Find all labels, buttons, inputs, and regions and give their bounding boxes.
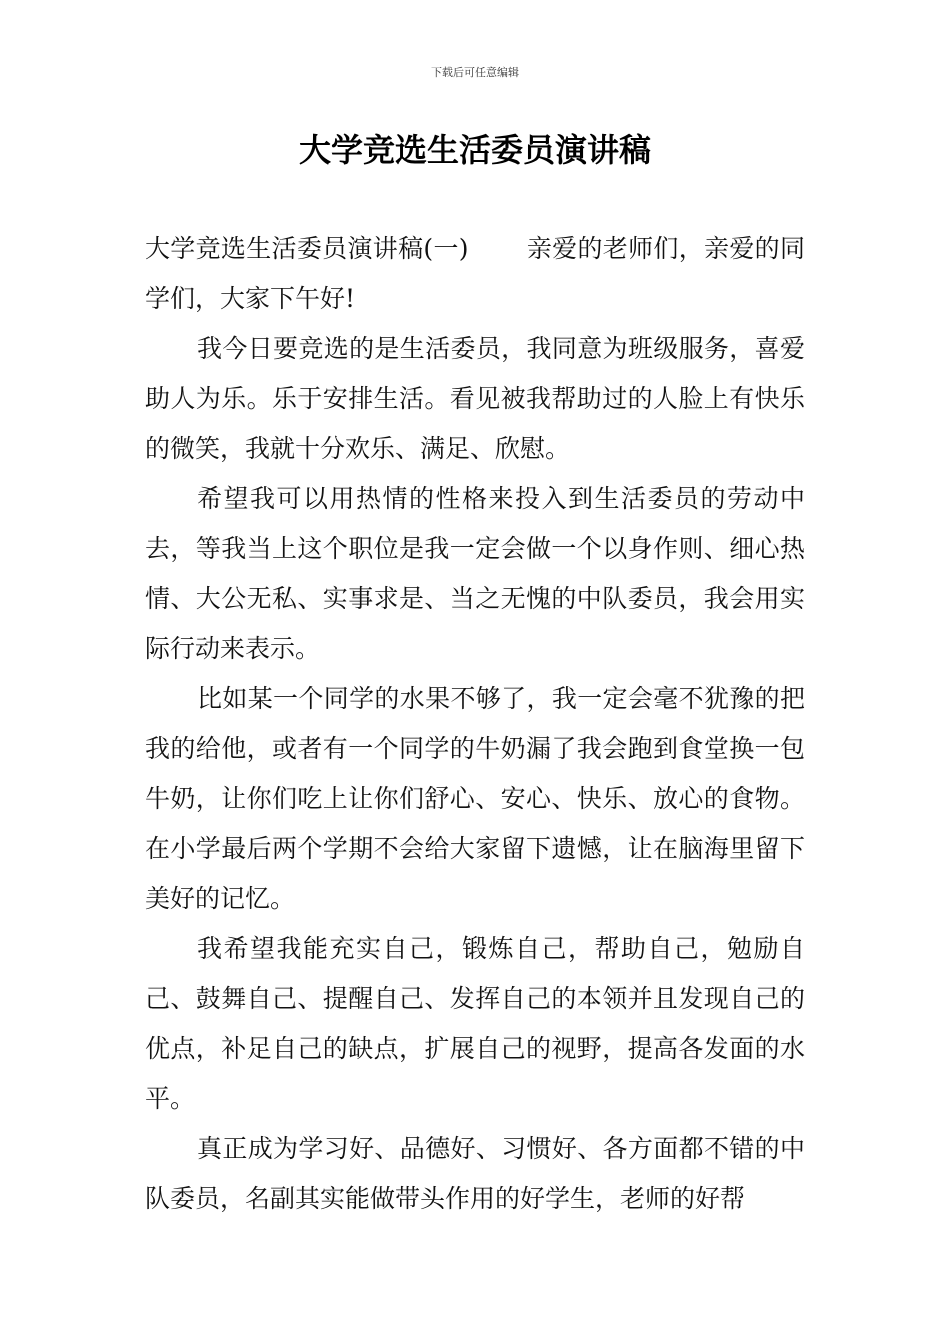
intro-greeting: 亲爱的老师们，亲爱的同学们，大家下午好! [145, 234, 805, 313]
paragraph: 我今日要竞选的是生活委员，我同意为班级服务，喜爱助人为乐。乐于安排生活。看见被我帮助过的人脸上有快乐的微笑，我就十分欢乐、满足、欣慰。 [145, 334, 805, 463]
intro-subtitle: 大学竞选生活委员演讲稿(一) [145, 234, 469, 263]
header-note: 下载后可任意编辑 [431, 66, 519, 79]
document-title: 大学竞选生活委员演讲稿 [298, 131, 651, 169]
paragraph: 真正成为学习好、品德好、习惯好、各方面都不错的中队委员，名副其实能做带头作用的好学生，老师的好帮 [145, 1134, 805, 1213]
paragraph: 我希望我能充实自己，锻炼自己，帮助自己，勉励自己、鼓舞自己、提醒自己、发挥自己的本领并且发现自己的优点，补足自己的缺点，扩展自己的视野，提高各发面的水平。 [145, 934, 805, 1113]
paragraph: 比如某一个同学的水果不够了，我一定会毫不犹豫的把我的给他，或者有一个同学的牛奶漏了我会跑到食堂换一包牛奶，让你们吃上让你们舒心、安心、快乐、放心的食物。在小学最后两个学期不会给大家留下遗憾，让在脑海里留下美好的记忆。 [145, 684, 805, 913]
paragraph: 希望我可以用热情的性格来投入到生活委员的劳动中去，等我当上这个职位是我一定会做一个以身作则、细心热情、大公无私、实事求是、当之无愧的中队委员，我会用实际行动来表示。 [145, 484, 805, 663]
document-body [145, 224, 805, 1224]
intro-paragraph [145, 224, 805, 324]
